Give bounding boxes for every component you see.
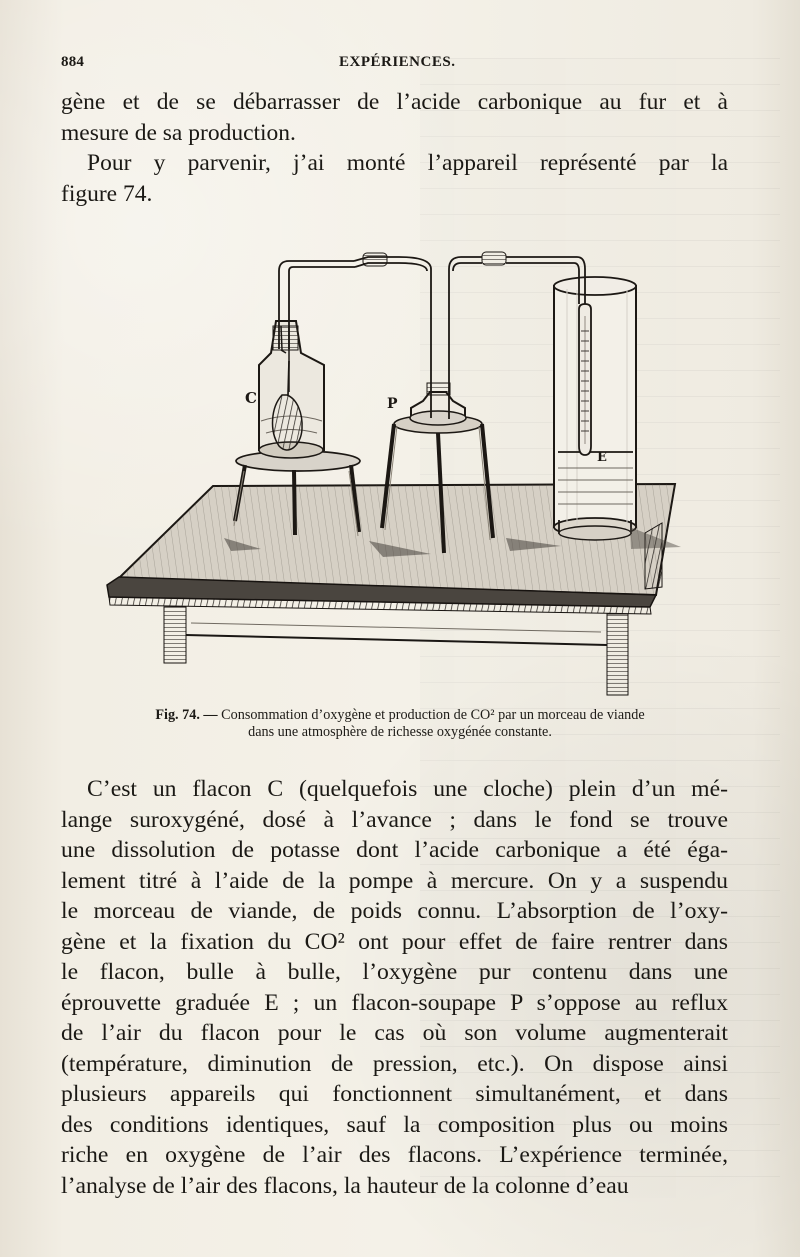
- flask-c: [245, 321, 324, 458]
- body-line: C’est un flacon C (quelquefois une cloche) plein d’un mé-: [87, 776, 728, 802]
- text-line: mesure de sa production.: [61, 119, 296, 146]
- connecting-tubes: [279, 252, 585, 349]
- body-line: lement titré à l’aide de la pompe à mercure. On y a suspendu: [61, 867, 728, 894]
- page-header: [61, 54, 728, 76]
- page-number: 884: [61, 54, 85, 70]
- label-c: C: [245, 389, 257, 407]
- text-line: gène et de se débarrasser de l’acide carbonique au fur et à: [61, 89, 728, 115]
- body-line: le flacon, bulle à bulle, l’oxygène pur contenu dans une: [61, 959, 728, 985]
- body-line: de l’air du flacon pour le cas où son volume augmenterait: [61, 1020, 728, 1046]
- graduated-cylinder-e: [554, 277, 636, 540]
- caption-text-line-2: dans une atmosphère de richesse oxygénée constante.: [248, 724, 552, 740]
- body-line: le morceau de viande, de poids connu. L’absorption de l’oxy-: [61, 898, 728, 924]
- figure-caption: [84, 707, 716, 741]
- caption-first-line: [84, 707, 716, 724]
- body-line: (température, diminution de pression, etc.). On dispose ainsi: [61, 1050, 728, 1077]
- label-e: E: [597, 450, 607, 465]
- body-line: des conditions identiques, sauf la composition plus ou moins: [61, 1111, 728, 1138]
- running-title: EXPÉRIENCES.: [339, 54, 456, 70]
- caption-prefix: Fig. 74. —: [155, 707, 218, 723]
- top-paragraph: [61, 87, 728, 209]
- body-line: gène et la fixation du CO² ont pour effet de faire rentrer dans: [61, 928, 728, 955]
- text-line: Pour y parvenir, j’ai monté l’appareil représenté par la: [87, 150, 728, 176]
- caption-text-line-1: Consommation d’oxygène et production de CO² par un morceau de viande: [221, 707, 645, 723]
- body-line: lange suroxygéné, dosé à l’avance ; dans le fond se trouve: [61, 806, 728, 833]
- body-line: éprouvette graduée E ; un flacon-soupape P s’oppose au reflux: [61, 989, 728, 1016]
- body-line: l’analyse de l’air des flacons, la hauteur de la colonne d’eau: [61, 1172, 629, 1199]
- scientific-apparatus-illustration: [101, 235, 701, 705]
- body-line: plusieurs appareils qui fonctionnent simultanément, et dans: [61, 1081, 728, 1107]
- text-line: figure 74.: [61, 180, 153, 207]
- label-p: P: [387, 396, 398, 412]
- engraving-svg: [101, 235, 701, 705]
- body-line: une dissolution de potasse dont l’acide carbonique a été éga-: [61, 837, 728, 863]
- valve-flask-p: [387, 269, 466, 425]
- body-line: riche en oxygène de l’air des flacons. L’expérience terminée,: [61, 1142, 728, 1168]
- body-paragraph: [61, 774, 728, 1201]
